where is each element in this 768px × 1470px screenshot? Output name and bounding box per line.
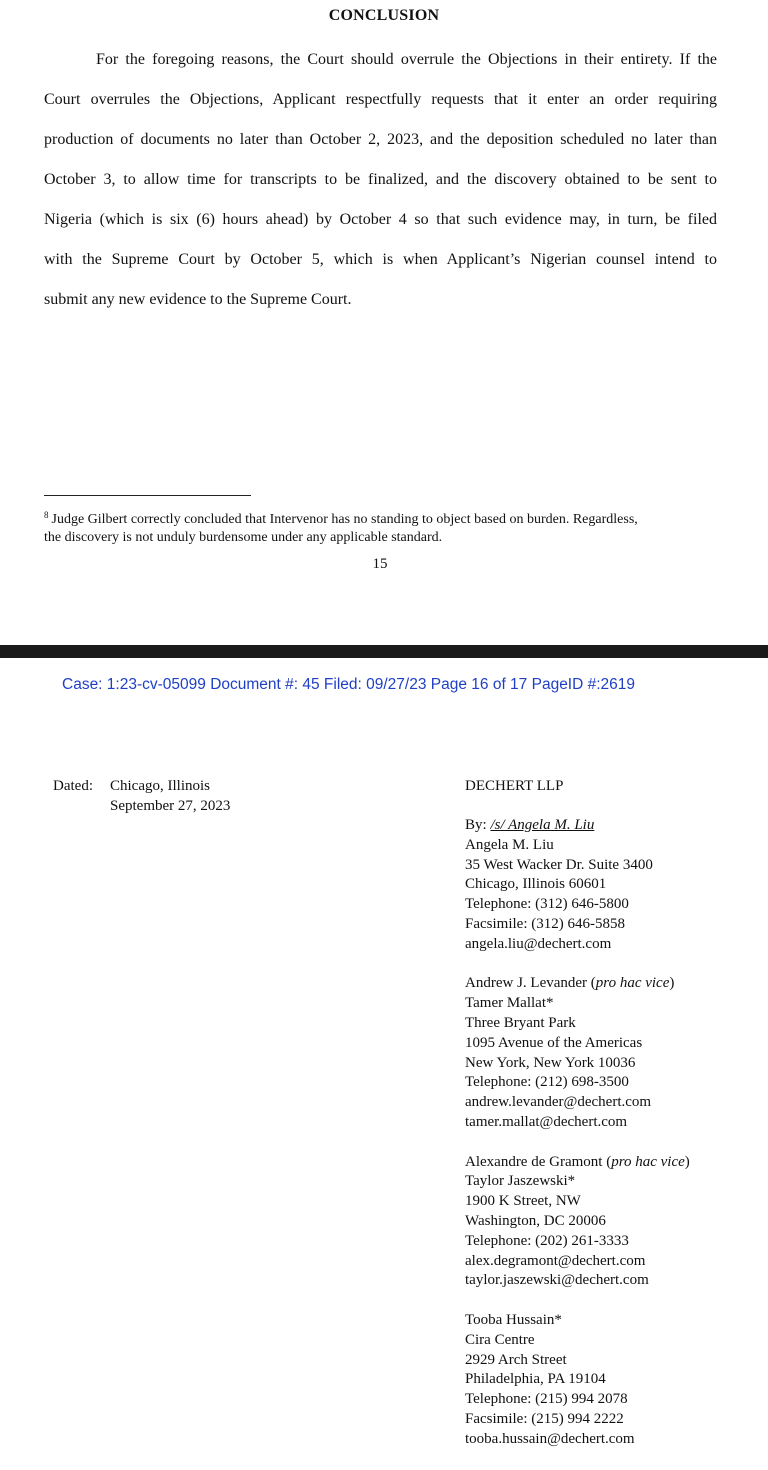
contact-email: taylor.jaszewski@dechert.com	[465, 1272, 649, 1289]
dated-label: Dated:	[53, 778, 93, 794]
dated-place: Chicago, Illinois	[110, 778, 210, 794]
contact-line: Telephone: (215) 994 2078	[465, 1391, 628, 1408]
conclusion-paragraph	[44, 40, 717, 320]
contact-line: Chicago, Illinois 60601	[465, 876, 607, 893]
attorney-name: Andrew J. Levander	[465, 975, 588, 992]
contact-line: Philadelphia, PA 19104	[465, 1371, 606, 1388]
attorney-name-line: Andrew J. Levander (pro hac vice)	[465, 975, 675, 992]
dated-block	[53, 776, 230, 816]
footnote-separator	[44, 495, 251, 496]
contact-email: alex.degramont@dechert.com	[465, 1252, 646, 1269]
contact-line: Facsimile: (215) 994 2222	[465, 1410, 624, 1427]
paragraph-line: with the Supreme Court by October 5, which is when Applicant’s Nigerian counsel intend to	[44, 251, 717, 268]
contact-email: tooba.hussain@dechert.com	[465, 1430, 635, 1447]
attorney-name-line: Alexandre de Gramont (pro hac vice)	[465, 1153, 690, 1170]
dated-date: September 27, 2023	[110, 798, 231, 814]
by-label: By:	[465, 817, 487, 833]
contact-line: Tooba Hussain*	[465, 1311, 562, 1328]
contact-line: Taylor Jaszewski*	[465, 1173, 576, 1190]
contact-line: 1900 K Street, NW	[465, 1193, 581, 1210]
footnote-line	[44, 506, 720, 529]
signature-block	[465, 816, 765, 1450]
page-number: 15	[372, 556, 388, 572]
contact-line: 35 West Wacker Dr. Suite 3400	[465, 856, 653, 873]
footnote	[44, 506, 720, 547]
admission-note: pro hac vice	[611, 1153, 685, 1170]
contact-email: tamer.mallat@dechert.com	[465, 1113, 628, 1130]
contact-line: 2929 Arch Street	[465, 1351, 567, 1368]
spacer	[465, 955, 765, 975]
contact-line: Angela M. Liu	[465, 836, 554, 853]
contact-email: angela.liu@dechert.com	[465, 935, 612, 952]
contact-line: Three Bryant Park	[465, 1014, 576, 1031]
contact-line: Cira Centre	[465, 1331, 535, 1348]
contact-line: New York, New York 10036	[465, 1054, 636, 1071]
paragraph-line: submit any new evidence to the Supreme Court.	[44, 291, 352, 308]
admission-note: pro hac vice	[595, 975, 670, 992]
contact-line: Washington, DC 20006	[465, 1212, 606, 1229]
paragraph-line: For the foregoing reasons, the Court should overrule the Objections in their entirety. If the	[96, 51, 717, 68]
footnote-marker: 8	[44, 510, 49, 520]
contact-line: Telephone: (312) 646-5800	[465, 896, 629, 913]
document-page-15	[0, 0, 768, 645]
dated-row	[53, 776, 230, 796]
electronic-signature: /s/ Angela M. Liu	[490, 817, 595, 833]
signature-line	[465, 816, 765, 836]
paragraph-line: production of documents no later than October 2, 2023, and the deposition scheduled no later than	[44, 131, 717, 148]
paragraph-line: Court overrules the Objections, Applicant respectfully requests that it enter an order requiring	[44, 91, 717, 108]
footnote-line: the discovery is not unduly burdensome under any applicable standard.	[44, 530, 443, 545]
paragraph-line: Nigeria (which is six (6) hours ahead) by October 4 so that such evidence may, in turn, be filed	[44, 211, 717, 228]
contact-email: andrew.levander@dechert.com	[465, 1094, 652, 1111]
contact-line: Telephone: (202) 261-3333	[465, 1232, 629, 1249]
contact-line: Tamer Mallat*	[465, 995, 554, 1012]
firm-name: DECHERT LLP	[465, 778, 564, 794]
case-header: Case: 1:23-cv-05099 Document #: 45 Filed: 09/27/23 Page 16 of 17 PageID #:2619	[62, 676, 636, 693]
section-heading: CONCLUSION	[328, 7, 440, 24]
paragraph-line: October 3, to allow time for transcripts to be finalized, and the discovery obtained to be sent to	[44, 171, 717, 188]
spacer	[465, 1133, 765, 1153]
spacer	[465, 1291, 765, 1311]
attorney-name: Alexandre de Gramont	[465, 1153, 603, 1170]
page-divider	[0, 645, 768, 658]
contact-line: Facsimile: (312) 646-5858	[465, 915, 625, 932]
contact-line: Telephone: (212) 698-3500	[465, 1074, 629, 1091]
contact-line: 1095 Avenue of the Americas	[465, 1034, 643, 1051]
footnote-text: Judge Gilbert correctly concluded that Intervenor has no standing to object based on burden. Regardless,	[51, 512, 638, 527]
